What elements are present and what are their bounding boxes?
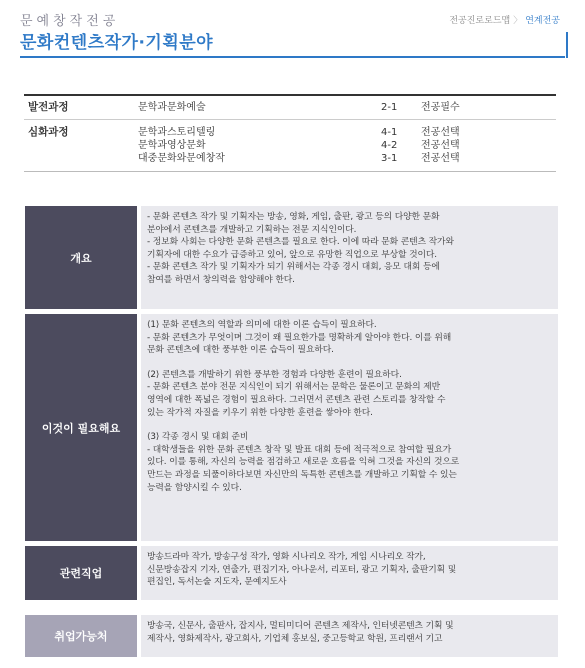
course-subject: 대중문화와문예창작 [138,153,225,164]
jobs-content [141,546,558,600]
page-header [20,10,568,62]
paragraph-gap [147,357,552,369]
needs-content [141,314,558,541]
needs-heading: ⟨1⟩ 문화 콘텐츠의 역할과 의미에 대한 이론 습득이 필요하다. [147,320,377,330]
needs-line: - 대학생들을 위한 문화 콘텐츠 창작 및 발표 대회 등에 적극적으로 참여할 필요가 [147,444,452,455]
course-row-advanced [24,120,556,171]
needs-line: 문화 콘텐츠에 대한 풍부한 이론 습득이 필요하다. [147,345,334,356]
jobs-line: 편집인, 독서논술 지도자, 문예지도사 [147,577,287,588]
major-category: 문예창작전공 [20,14,120,29]
needs-line: 영역에 대한 폭넓은 경험이 필요하다. 그러면서 콘텐츠 관련 스토리를 창작할 수 [147,394,446,405]
employers-content [141,615,558,657]
needs-line: - 문화 콘텐츠가 무엇이며 그것이 왜 필요한가를 명확하게 알아야 한다. 이를 위해 [147,332,452,343]
course-type: 전공선택 [421,127,460,138]
course-subject: 문학과스토리텔링 [138,127,216,138]
course-subject: 문학과영상문화 [138,140,206,151]
course-type: 전공필수 [421,102,460,113]
jobs-label: 관련직업 [25,546,137,600]
overview-line: 기획자에 대한 수요가 급증하고 있어, 앞으로 유망한 직업으로 부상할 것이다. [147,249,437,260]
jobs-line: 신문방송잡지 기자, 연출가, 편집기자, 아나운서, 리포터, 광고 기획자, 출판기획 및 [147,564,457,575]
overview-line: - 문화 콘텐츠 작가 및 기획자는 방송, 영화, 게임, 출판, 광고 등의 다양한 문화 [147,212,440,222]
needs-line: 있는 작가적 자질을 키우기 위한 다양한 훈련을 쌓아야 한다. [147,407,373,418]
course-table [24,94,556,172]
needs-line: 능력을 함양시킬 수 있다. [147,482,242,493]
employers-line: 방송국, 신문사, 출판사, 잡지사, 멀티미디어 콘텐츠 제작사, 인터넷콘텐츠 기획 및 [147,621,454,631]
overview-content [141,206,558,309]
course-subject: 문학과문화예술 [138,102,206,113]
course-types [421,126,521,165]
overview-line: - 문화 콘텐츠 작가 및 기획자가 되기 위해서는 각종 경시 대회, 응모 대회 등에 [147,262,440,273]
needs-line: 만드는 과정을 되풀이하다보면 자신만의 독특한 콘텐츠를 개발하고 기획할 수 있는 [147,469,457,480]
course-subjects [138,126,381,165]
needs-line: 있다. 이를 통해, 자신의 능력을 점검하고 새로운 흐름을 익혀 그것을 자신의 것으로 [147,457,460,468]
course-semester: 4-2 [381,140,398,151]
breadcrumb-separator: 〉 [513,16,523,26]
course-semesters [381,126,421,165]
needs-heading: ⟨2⟩ 콘텐츠를 개발하기 위한 풍부한 경험과 다양한 훈련이 필요하다. [147,369,402,380]
course-type: 전공선택 [421,153,460,164]
course-semester: 2-1 [381,102,398,113]
needs-line: - 문화 콘텐츠 분야 전문 지식인이 되기 위해서는 문학은 물론이고 문화의 제반 [147,382,441,393]
course-semester: 4-1 [381,127,398,138]
overview-line: - 정보화 사회는 다양한 문화 콘텐츠를 필요로 한다. 이에 따라 문화 콘텐츠 작가와 [147,237,454,248]
needs-label: 이것이 필요해요 [25,314,137,541]
title-side-bar [566,32,568,58]
overview-section [25,206,558,309]
needs-section [25,314,558,541]
course-stage: 심화과정 [28,126,69,138]
breadcrumb [449,13,560,26]
page-title: 문화컨텐츠작가·기획분야 [20,33,214,53]
course-semester: 3-1 [381,153,398,164]
jobs-section [25,546,558,600]
breadcrumb-parent-link[interactable]: 전공진로로드맵 [449,16,511,26]
overview-line: 참여를 하면서 창의력을 함양해야 한다. [147,274,295,285]
jobs-line: 방송드라마 작가, 방송구성 작가, 영화 시나리오 작가, 게임 시나리오 작가, [147,552,426,562]
course-type: 전공선택 [421,140,460,151]
employers-section [25,615,558,657]
title-underline [20,56,565,58]
paragraph-gap [147,419,552,431]
needs-heading: ⟨3⟩ 각종 경시 및 대회 준비 [147,432,249,443]
employers-label: 취업가능처 [25,615,137,657]
course-stage: 발전과정 [28,101,69,113]
overview-line: 분야에서 콘텐츠를 개발하고 기획하는 전문 지식인이다. [147,224,357,235]
employers-line: 제작사, 영화제작사, 광고회사, 기업체 홍보실, 중고등학교 학원, 프리랜서 기고 [147,633,443,644]
overview-label: 개요 [25,206,137,309]
course-row-development [24,96,556,120]
breadcrumb-current-link[interactable]: 연계전공 [525,16,560,26]
